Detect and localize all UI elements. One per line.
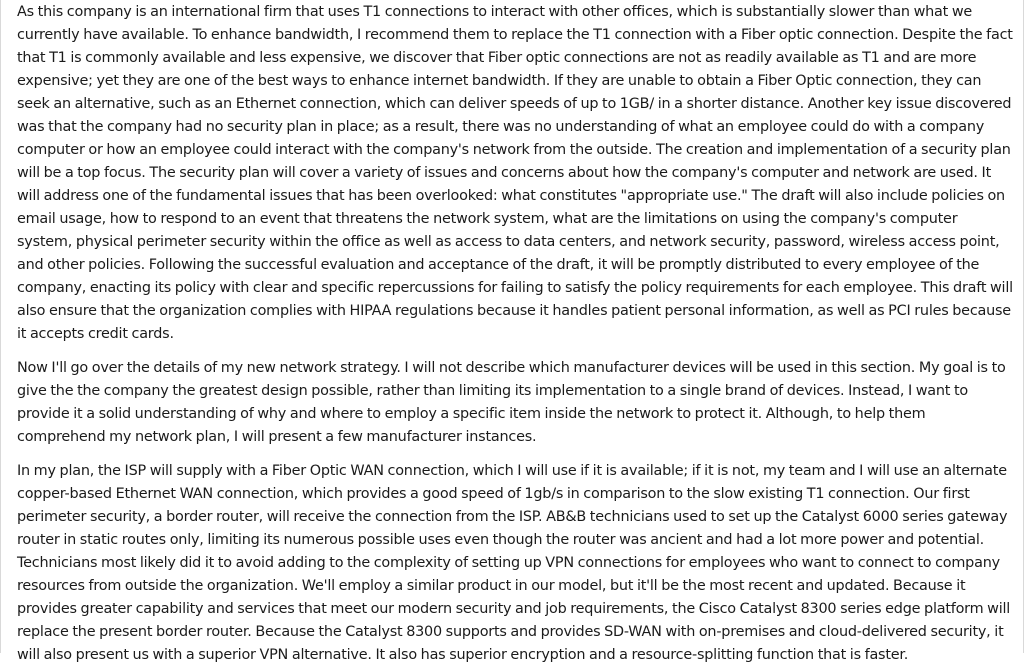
paragraph-network-strategy: Now I'll go over the details of my new network strategy. I will not describe which manufacturer devices will be used in this section. My goal is to give the the company the greatest design possible, rather than limiting its implementation to a single brand of devices. Instead, I want to provide it a solid understanding of why and where to employ a specific item inside the network to protect it. Although, to help them comprehend my network plan, I will present a few manufacturer instances.: [17, 360, 1006, 445]
paragraph-wan-and-border-router: In my plan, the ISP will supply with a Fiber Optic WAN connection, which I will use if it is available; if it is not, my team and I will use an alternate copper-based Ethernet WAN connection, which provides a good speed of 1gb/s in comparison to the slow existing T1 connection. Our first perimeter security, a border router, will receive the connection from the ISP. AB&B technicians used to set up the Catalyst 6000 series gateway router in static routes only, limiting its numerous possible uses even though the router was ancient and had a lot more power and potential. Technicians most likely did it to avoid adding to the complexity of setting up VPN connections for employees who want to connect to company resources from outside the organization. We'll employ a similar product in our model, but it'll be the most recent and updated. Because it provides greater capability and services that meet our modern security and job requirements, the Cisco Catalyst 8300 series edge platform will replace the present border router. Because the Catalyst 8300 supports and provides SD-WAN with on-premises and cloud-delivered security, it will also present us with a superior VPN alternative. It also has superior encryption and a resource-splitting function that is faster.: [17, 463, 1011, 663]
paragraph-connectivity-and-security-plan: As this company is an international firm that uses T1 connections to interact with other offices, which is substantially slower than what we currently have available. To enhance bandwidth, I recommend them to replace the T1 connection with a Fiber optic connection. Despite the fact that T1 is commonly available and less expensive, we discover that Fiber optic connections are not as readily available as T1 and are more expensive; yet they are one of the best ways to enhance internet bandwidth. If they are unable to obtain a Fiber Optic connection, they can seek an alternative, such as an Ethernet connection, which can deliver speeds of up to 1GB/ in a shorter distance. Another key issue discovered was that the company had no security plan in place; as a result, there was no understanding of what an employee could do with a company computer or how an employee could interact with the company's network from the outside. The creation and implementation of a security plan will be a top focus. The security plan will cover a variety of issues and concerns about how the company's computer and network are used. It will address one of the fundamental issues that has been overlooked: what constitutes "appropriate use." The draft will also include policies on email usage, how to respond to an event that threatens the network system, what are the limitations on using the company's computer system, physical perimeter security within the office as well as access to data centers, and network security, password, wireless access point, and other policies. Following the successful evaluation and acceptance of the draft, it will be promptly distributed to every employee of the company, enacting its policy with clear and specific repercussions for failing to satisfy the policy requirements for each employee. This draft will also ensure that the organization complies with HIPAA regulations because it handles patient personal information, as well as PCI rules because it accepts credit cards.: [17, 4, 1013, 342]
document-body: [17, 1, 1013, 667]
